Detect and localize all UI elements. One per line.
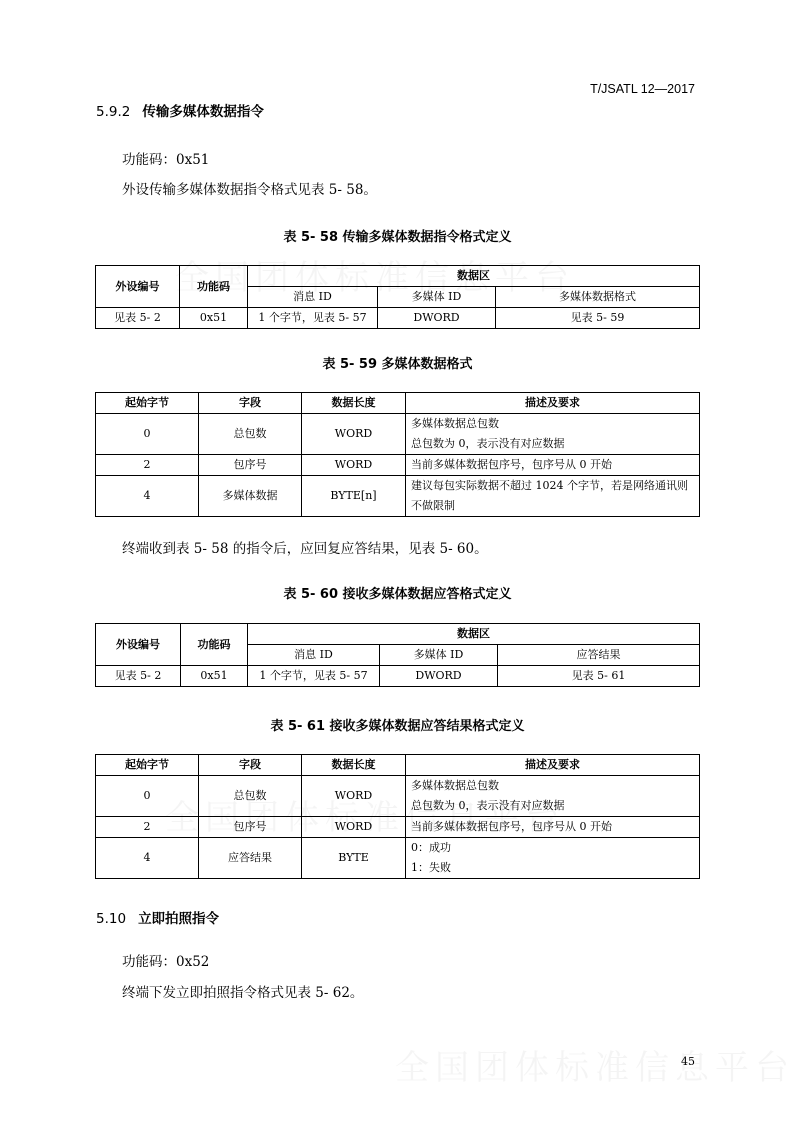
header-function-code: 功能码 <box>180 266 248 308</box>
header-device-id: 外设编号 <box>96 266 180 308</box>
header-function-code: 功能码 <box>181 624 248 666</box>
cell-description <box>406 838 700 879</box>
cell-message-id: 1 个字节，见表 5- 57 <box>248 308 378 329</box>
watermark <box>395 1040 795 1089</box>
cell-multimedia-id: DWORD <box>380 666 498 687</box>
cell-start-byte: 0 <box>96 776 199 817</box>
header-device-id: 外设编号 <box>96 624 181 666</box>
table-row <box>96 455 700 476</box>
description-line: 建议每包实际数据不超过 1024 个字节，若是网络通讯则 <box>411 479 688 492</box>
header-field: 字段 <box>199 755 302 776</box>
cell-device-id: 见表 5- 2 <box>96 666 181 687</box>
cell-message-id: 1 个字节，见表 5- 57 <box>248 666 380 687</box>
cell-description <box>406 776 700 817</box>
description-line: 1：失败 <box>411 861 451 874</box>
table-60-caption: 表 5- 60 接收多媒体数据应答格式定义 <box>283 587 512 602</box>
table-61 <box>95 754 700 879</box>
section-title: 立即拍照指令 <box>138 911 220 927</box>
cell-start-byte: 4 <box>96 476 199 517</box>
cell-multimedia-id: DWORD <box>378 308 496 329</box>
paragraph-table-reference: 终端下发立即拍照指令格式见表 5- 62。 <box>122 985 364 1001</box>
table-60 <box>95 623 700 687</box>
cell-field: 总包数 <box>199 414 302 455</box>
description-line: 总包数为 0，表示没有对应数据 <box>411 437 565 450</box>
table-row <box>96 817 700 838</box>
document-number: T/JSATL 12—2017 <box>590 82 695 96</box>
cell-field: 多媒体数据 <box>199 476 302 517</box>
table-row <box>96 666 700 687</box>
section-number: 5.10 <box>96 911 127 927</box>
cell-data-length: WORD <box>302 817 406 838</box>
cell-reply-result: 见表 5- 61 <box>498 666 700 687</box>
table-row <box>96 414 700 455</box>
table-59-caption: 表 5- 59 多媒体数据格式 <box>322 357 473 372</box>
section-number: 5.9.2 <box>96 104 131 120</box>
cell-data-length: WORD <box>302 455 406 476</box>
table-row <box>96 476 700 517</box>
cell-field: 包序号 <box>199 455 302 476</box>
header-description: 描述及要求 <box>406 755 700 776</box>
description-line: 多媒体数据总包数 <box>411 779 499 792</box>
section-heading-5-9-2 <box>96 100 264 120</box>
cell-data-length: BYTE <box>302 838 406 879</box>
header-multimedia-format: 多媒体数据格式 <box>496 287 700 308</box>
cell-start-byte: 2 <box>96 455 199 476</box>
section-heading-5-10 <box>96 907 219 927</box>
section-title: 传输多媒体数据指令 <box>142 104 264 120</box>
header-message-id: 消息 ID <box>248 287 378 308</box>
header-data-length: 数据长度 <box>302 393 406 414</box>
cell-device-id: 见表 5- 2 <box>96 308 180 329</box>
cell-field: 应答结果 <box>199 838 302 879</box>
description-line: 多媒体数据总包数 <box>411 417 499 430</box>
cell-description <box>406 414 700 455</box>
header-data-area: 数据区 <box>248 624 700 645</box>
cell-function-code: 0x51 <box>181 666 248 687</box>
table-58 <box>95 265 700 329</box>
page-number: 45 <box>681 1055 695 1068</box>
table-59 <box>95 392 700 517</box>
header-description: 描述及要求 <box>406 393 700 414</box>
table-row <box>96 838 700 879</box>
cell-multimedia-format: 见表 5- 59 <box>496 308 700 329</box>
description-line: 0：成功 <box>411 841 451 854</box>
header-multimedia-id: 多媒体 ID <box>378 287 496 308</box>
header-multimedia-id: 多媒体 ID <box>380 645 498 666</box>
description-line: 总包数为 0，表示没有对应数据 <box>411 799 565 812</box>
header-field: 字段 <box>199 393 302 414</box>
header-data-length: 数据长度 <box>302 755 406 776</box>
table-58-caption: 表 5- 58 传输多媒体数据指令格式定义 <box>283 230 512 245</box>
cell-start-byte: 0 <box>96 414 199 455</box>
header-data-area: 数据区 <box>248 266 700 287</box>
table-61-caption: 表 5- 61 接收多媒体数据应答结果格式定义 <box>270 719 525 734</box>
cell-data-length: BYTE[n] <box>302 476 406 517</box>
cell-description: 当前多媒体数据包序号，包序号从 0 开始 <box>406 817 700 838</box>
cell-data-length: WORD <box>302 776 406 817</box>
paragraph-table-reference: 外设传输多媒体数据指令格式见表 5- 58。 <box>122 182 377 198</box>
cell-start-byte: 4 <box>96 838 199 879</box>
header-reply-result: 应答结果 <box>498 645 700 666</box>
header-start-byte: 起始字节 <box>96 393 199 414</box>
cell-data-length: WORD <box>302 414 406 455</box>
paragraph-function-code: 功能码：0x52 <box>122 954 210 970</box>
header-start-byte: 起始字节 <box>96 755 199 776</box>
table-row <box>96 776 700 817</box>
table-row <box>96 308 700 329</box>
cell-field: 总包数 <box>199 776 302 817</box>
paragraph-reply-note: 终端收到表 5- 58 的指令后，应回复应答结果，见表 5- 60。 <box>122 541 488 557</box>
cell-function-code: 0x51 <box>180 308 248 329</box>
paragraph-function-code: 功能码：0x51 <box>122 152 210 168</box>
cell-field: 包序号 <box>199 817 302 838</box>
cell-start-byte: 2 <box>96 817 199 838</box>
cell-description: 当前多媒体数据包序号，包序号从 0 开始 <box>406 455 700 476</box>
header-message-id: 消息 ID <box>248 645 380 666</box>
cell-description <box>406 476 700 517</box>
description-line: 不做限制 <box>411 499 455 512</box>
